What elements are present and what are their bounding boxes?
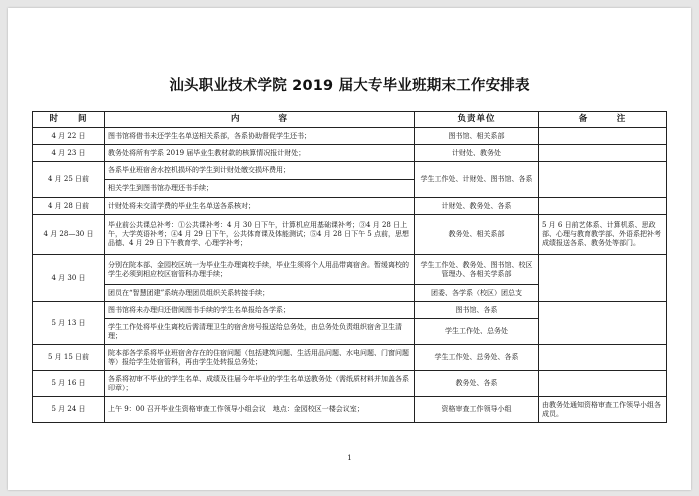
schedule-table bbox=[32, 111, 667, 423]
document-page bbox=[8, 8, 691, 490]
table-row bbox=[33, 371, 667, 397]
page-title: 汕头职业技术学院 2019 届大专毕业班期末工作安排表 bbox=[169, 78, 530, 94]
content-cell: 团员在“智慧团建”系统办理团员组织关系转接手续； bbox=[105, 285, 415, 302]
table-row bbox=[33, 302, 667, 319]
content-cell: 图书馆将未办理归还借阅图书手续的学生名单报给各学系； bbox=[105, 302, 415, 319]
content-cell: 各系毕业班宿舍水控机损坏的学生到计财处缴交损坏费用； bbox=[105, 162, 415, 180]
unit-cell: 图书馆、各系 bbox=[415, 302, 539, 319]
content-cell: 分别在院本部、金园校区统一为毕业生办理离校手续，毕业生须将个人用品带离宿舍。暂缓离校的学生必须到相应校区宿管科办理手续； bbox=[105, 255, 415, 285]
time-cell: 4 月 28 日前 bbox=[33, 198, 105, 215]
unit-cell: 教务处、各系 bbox=[415, 371, 539, 397]
content-cell: 计财处将未交清学费的毕业生名单送各系核对； bbox=[105, 198, 415, 215]
remark-cell bbox=[539, 302, 667, 345]
unit-cell: 学生工作处、教务处、图书馆、校区管理办、各相关学系部 bbox=[415, 255, 539, 285]
unit-cell: 学生工作处、总务处 bbox=[415, 319, 539, 345]
table-row bbox=[33, 255, 667, 285]
content-cell: 学生工作处将毕业生离校后需清理卫生的宿舍房号报送给总务处，由总务处负责组织宿舍卫生清理； bbox=[105, 319, 415, 345]
remark-cell bbox=[539, 345, 667, 371]
header-remark: 备 注 bbox=[539, 112, 667, 128]
remark-cell bbox=[539, 255, 667, 302]
remark-cell bbox=[539, 198, 667, 215]
content-cell: 教务处将所有学系 2019 届毕业生教材款的核算情况报计财处； bbox=[105, 145, 415, 162]
table-row bbox=[33, 128, 667, 145]
remark-cell: 5 月 6 日前艺体系、计算机系、思政部、心理与教育教学部、外语系把补考成绩报送各系、教务处等部门。 bbox=[539, 215, 667, 255]
content-cell: 相关学生到图书馆办理还书手续； bbox=[105, 180, 415, 198]
content-cell: 毕业前公共课总补考：①公共课补考：4 月 30 日下午，计算机应用基础课补考；③4 月 28 日上午，大学英语补考；④4 月 29 日下午，公共体育课及体能测试；⑤4 月 28 日下午 5 点前，思想品德、4 月 29 日下午教育学、心理学补考； bbox=[105, 215, 415, 255]
table-row bbox=[33, 215, 667, 255]
time-cell: 5 月 24 日 bbox=[33, 397, 105, 423]
unit-cell: 教务处、相关系部 bbox=[415, 215, 539, 255]
page-number: 1 bbox=[347, 454, 352, 462]
unit-cell: 团委、各学系（校区）团总支 bbox=[415, 285, 539, 302]
content-cell: 图书馆将借书未还学生名单送相关系部，各系协助督促学生还书； bbox=[105, 128, 415, 145]
time-cell: 4 月 28—30 日 bbox=[33, 215, 105, 255]
remark-cell bbox=[539, 145, 667, 162]
header-unit: 负责单位 bbox=[415, 112, 539, 128]
content-cell: 院本部各学系将毕业班宿舍存在的住宿问题（包括建筑问题、生活用品问题、水电问题、门窗问题等）报给学生处宿管科，再由学生处转报总务处； bbox=[105, 345, 415, 371]
table-row bbox=[33, 397, 667, 423]
unit-cell: 学生工作处、计财处、图书馆、各系 bbox=[415, 162, 539, 198]
remark-cell bbox=[539, 162, 667, 198]
content-cell: 上午 9：00 召开毕业生资格审查工作领导小组会议 地点：金园校区一楼会议室； bbox=[105, 397, 415, 423]
unit-cell: 学生工作处、总务处、各系 bbox=[415, 345, 539, 371]
table-row bbox=[33, 162, 667, 180]
header-time: 时 间 bbox=[33, 112, 105, 128]
header-content: 内 容 bbox=[105, 112, 415, 128]
table-row bbox=[33, 345, 667, 371]
time-cell: 4 月 22 日 bbox=[33, 128, 105, 145]
table-header-row bbox=[33, 112, 667, 128]
unit-cell: 计财处、教务处 bbox=[415, 145, 539, 162]
remark-cell bbox=[539, 371, 667, 397]
time-cell: 4 月 25 日前 bbox=[33, 162, 105, 198]
time-cell: 5 月 15 日前 bbox=[33, 345, 105, 371]
time-cell: 4 月 30 日 bbox=[33, 255, 105, 302]
unit-cell: 资格审查工作领导小组 bbox=[415, 397, 539, 423]
time-cell: 5 月 13 日 bbox=[33, 302, 105, 345]
unit-cell: 计财处、教务处、各系 bbox=[415, 198, 539, 215]
unit-cell: 图书馆、相关系部 bbox=[415, 128, 539, 145]
content-cell: 各系将初审不毕业的学生名单、成绩及往届今年毕业的学生名单送教务处（需纸质材料并加盖各系印章）； bbox=[105, 371, 415, 397]
time-cell: 5 月 16 日 bbox=[33, 371, 105, 397]
remark-cell bbox=[539, 128, 667, 145]
remark-cell: 由教务处通知资格审查工作领导小组各成员。 bbox=[539, 397, 667, 423]
table-row bbox=[33, 198, 667, 215]
time-cell: 4 月 23 日 bbox=[33, 145, 105, 162]
table-row bbox=[33, 145, 667, 162]
